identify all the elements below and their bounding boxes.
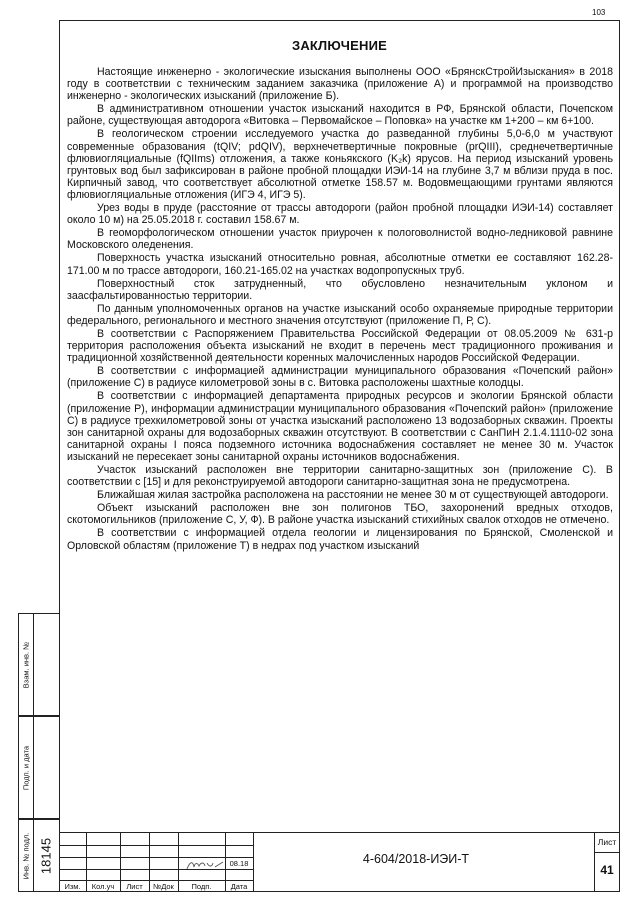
paragraph: Ближайшая жилая застройка расположена на расстоянии не менее 30 м от существующей автодороги. [97, 489, 609, 502]
paragraph: В соответствии с информацией администрации муниципального образования «Почепский район» (приложение С) в радиусе километровой зоны в с. Витовка расположены шахтные колодцы. [67, 365, 613, 390]
header-kol-uch: Кол.уч [91, 882, 115, 891]
paragraph: В геоморфологическом отношении участок приурочен к пологоволнистой водно-ледниковой равнине Московского оледенения. [67, 227, 613, 252]
paragraph: В соответствии с Распоряжением Правительства Российской Федерации от 08.05.2009 № 631-р территория расположения объекта изысканий не входит в перечень мест традиционного проживания и традиционной хозяйственной деятельности коренных малочисленных народов Российской Федерации. [67, 327, 613, 365]
header-izm: Изм. [64, 882, 81, 891]
header-data: Дата [230, 882, 248, 891]
stamp-inv-label-cell [19, 820, 34, 891]
title-block-row-line [59, 845, 253, 846]
sheet-label: Лист [597, 837, 617, 847]
header-ndok: №Док [153, 882, 174, 891]
paragraph: Объект изысканий расположен вне зон полигонов ТБО, захоронений вредных отходов, скотомогильников (приложение С, У, Ф). В районе участка изысканий стихийных свалок отходов не отмечено. [67, 502, 613, 527]
stamp-vzam-label: Взам. инв. № [21, 641, 31, 688]
stamp-vzam-value-cell [33, 614, 59, 715]
stamp-inv-value: 18145 [38, 837, 54, 874]
stamp-vzam-inv [18, 613, 59, 716]
stamp-podp-label-cell [19, 717, 34, 818]
page-title: ЗАКЛЮЧЕНИЕ [291, 38, 388, 53]
paragraph: В геологическом строении исследуемого участка до разведанной глубины 5,0-6,0 м участвуют современные образования (tQIV; pdQIV), верхнечетвертичные покровные (prQIII), среднечетвертичные флювиогляциальные (fQIIms) отложения, а также коньякского (K₂k) ярусов. На период изысканий уровень грунтовых вод был зафиксирован в районе пробной площадки ИЭИ-14 на глубине 3,7 м вблизи пруда в пос. Кирпичный завод, что соответствует абсолютной отметке 158.57 м. Водовмещающими грунтами являются флювиогляциальные отложения (ИГЭ 4, ИГЭ 5). [67, 128, 613, 201]
header-podp: Подп. [191, 882, 212, 891]
paragraph: В соответствии с информацией отдела геологии и лицензирования по Брянской, Смоленской и Орловской областям (приложение Т) в недрах под участком изысканий [67, 527, 613, 552]
stamp-vzam-label-cell [19, 614, 34, 715]
stamp-podp-label: Подп. и дата [21, 745, 31, 790]
stamp-podp-value-cell [33, 717, 59, 818]
paragraph: В соответствии с информацией департамента природных ресурсов и экологии Брянской области (приложение Р), информации администрации муниципального образования «Почепский район» (приложение С) в радиусе трехкилометровой зоны от участка изысканий расположено 13 водозаборных скважин. Проекты зон санитарной охраны для водозаборных скважин отсутствуют. В соответствии с СанПиН 2.1.4.1110-02 зона санитарной охраны I пояса подземного источника водоснабжения составляет не менее 30 м. Участок изысканий не пересекает зоны санитарной охраны источников водоснабжения. [67, 390, 613, 463]
paragraph: Поверхность участка изысканий относительно ровная, абсолютные отметки ее составляют 162.28-171.00 м по трассе автодороги, 160.21-165.02 на участках водопропускных труб. [67, 252, 613, 277]
stamp-inv-label: Инв. № подл. [21, 832, 31, 879]
date-value: 08.18 [229, 859, 249, 868]
paragraph: Урез воды в пруде (расстояние от трассы автодороги (район пробной площадки ИЭИ-14) составляет около 10 м) на 25.05.2018 г. составил 158.67 м. [67, 202, 613, 227]
document-number: 4-604/2018-ИЭИ-Т [362, 852, 470, 866]
paragraph: Поверхностный сток затрудненный, что обусловлено незначительным уклоном и заасфальтированностью территории. [67, 277, 613, 302]
sheet-number: 41 [600, 863, 614, 877]
stamp-inv-podl [18, 819, 59, 892]
paragraph: В административном отношении участок изысканий находится в РФ, Брянской области, Почепском районе, существующая автодорога «Витовка – Первомайское – Поповка» на участке км 1+200 – км 6+100. [67, 103, 613, 128]
stamp-inv-value-cell [33, 820, 59, 891]
stamp-podp-data [18, 716, 59, 819]
paragraph: Настоящие инженерно - экологические изыскания выполнены ООО «БрянскСтройИзыскания» в 2018 году в соответствии с техническим заданием заказчика (приложение А) и программой на производство инженерно - экологических изысканий (приложение Б). [67, 66, 613, 103]
signature-image [185, 858, 225, 872]
title-block [59, 832, 620, 892]
page-number: 103 [592, 8, 606, 17]
title-block-col-line [253, 833, 254, 892]
title-block-sheet-divider [594, 852, 620, 853]
paragraph: По данным уполномоченных органов на участке изысканий особо охраняемые природные территории федерального, регионального и местного значения отсутствуют (приложение П, Р, С). [67, 302, 613, 327]
paragraph: Участок изысканий расположен вне территории санитарно-защитных зон (приложение С). В соответствии с [15] и для реконструируемой автодороги санитарно-защитная зона не предусмотрена. [67, 464, 613, 489]
body-text [67, 66, 613, 553]
title-block-row-line [59, 880, 253, 881]
header-list: Лист [126, 882, 143, 891]
